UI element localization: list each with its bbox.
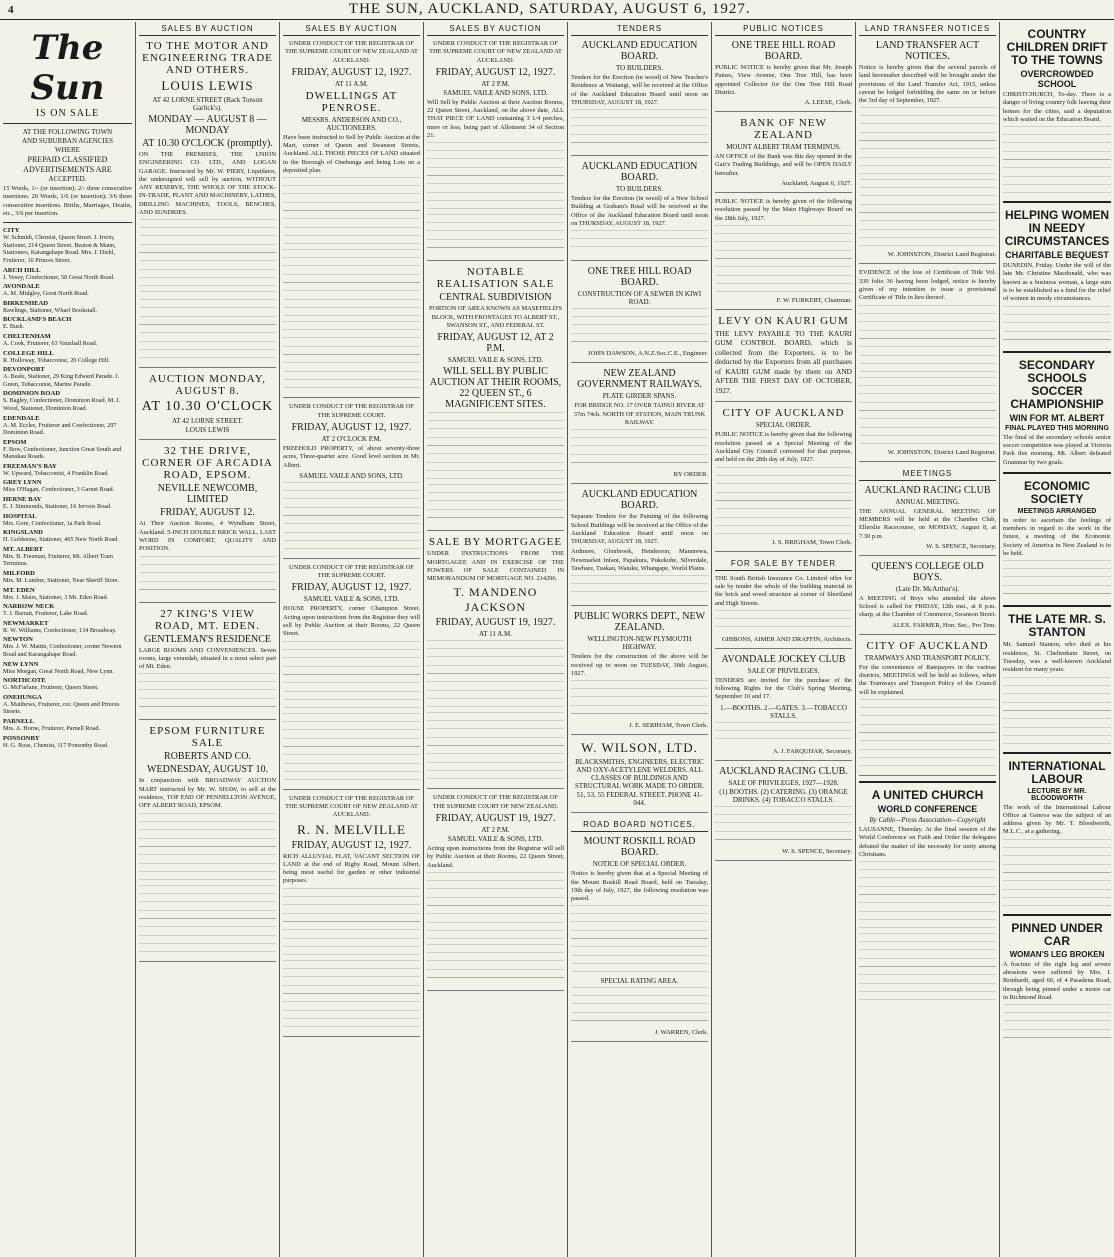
logo-subtitle: IS ON SALE [35,108,100,119]
agency-entry: S. Bagley, Confectioner, Dominion Road. M. J. Wood, Stationer, Dominion Road. [3,397,121,412]
agency-town: NARROW NECK [3,603,55,611]
ad-title: UNDER CONDUCT OF THE REGISTRAR OF THE SUPREME COURT OF NEW ZEALAND AT AUCKLAND. [429,40,562,64]
agency-entry: F. Bow, Confectioner, Junction Great South and Manukau Roads. [3,445,122,461]
ad-body: HOUSE PROPERTY, corner Champion Street. Acting upon instructions from the Registrar they will sell by Public Auction at their Rooms, 22 Queen Street. [283,605,420,638]
agent-list [3,227,132,749]
ad-time: AT 10.30 O'CLOCK (promptly). [142,138,273,149]
article-body: A fracture of the right leg and severe abrasions were suffered by Mrs. I. Reinhardt, aged 60, of 4 Pasadena Road, through being pinned under a motor car in Richmond Road. [1003,960,1111,1001]
ad-one-tree-hill [571,266,708,363]
ad-notable-realisation [427,266,564,531]
ad-title: AUCKLAND RACING CLUB. [719,765,848,777]
agency-town: PONSONBY [3,734,40,742]
ad-body: Separate Tenders for the Painting of the following School Buildings will be received at the Office of the Auckland Education Board until noon on THURSDAY, AUGUST 18, 1927. [571,513,708,546]
subheadline: CHARITABLE BEQUEST [1005,250,1109,261]
section-heading: LAND TRANSFER NOTICES [859,22,996,36]
ad-title: ONE TREE HILL ROAD BOARD. [731,40,836,62]
ad-body: ON THE PREMISES, THE UNION ENGINEERING CO. LTD., AND LOGAN GARAGE. Instructed by Mr. W. PIERY, Liquidator, the undersigned will sell by auction, WITHOUT ANY RESERVE, THE WHOLE OF THE STOCK-IN-TRADE, PLANT AND MACHINERY, LATHES, DRILLING MACHINES, TOOLS, BENCHES, AND SUNDRIES. [139,151,276,217]
ad-signature: W. JOHNSTON, District Land Registrar. [887,251,996,259]
ad-south-british [715,575,852,649]
agency-entry: H. G. Rose, Chemist, 117 Ponsonby Road. [3,741,109,749]
privilege-list: 1.—BOOTHS. 2.—GATES. 3.—TOBACCO STALLS. [720,703,847,720]
ad-signature: W. JOHNSTON, District Land Registrar. [887,448,996,456]
ad-body: Have been instructed to Sell by Public Auction at the Mart, corner of Queen and Swanson Streets, Auckland. ALL THOSE PIECES OF LAND situated in the Borough of Onehunga and being Lots on a deposited plan. [283,133,420,175]
subheadline: WOMAN'S LEG BROKEN [1009,949,1105,959]
ad-registrar-sale [427,40,564,261]
ad-education-1 [571,40,708,156]
ad-main-highways [715,198,852,310]
agency-line: ADVERTISEMENTS ARE [23,165,112,174]
ad-collector [715,40,852,112]
ad-title: NEW ZEALAND GOVERNMENT RAILWAYS. [577,368,702,391]
ad-title: 32 THE DRIVE, CORNER OF ARCADIA ROAD, EPSOM. [142,445,273,482]
article-body: CHRISTCHURCH, To-day. There is a danger of living country folk leaving their homes for the cities, said a deputation which waited on the Education Board. [1003,91,1111,123]
agency-entry: T. J. Barratt, Fruiterer, Lake Road. [3,610,89,618]
agency-line: ACCEPTED. [48,175,87,183]
section-heading: ROAD BOARD NOTICES. [571,818,708,832]
ad-subtitle: SALE OF PRIVILEGES, 1927—1928. [728,778,839,787]
ad-title: TO THE MOTOR AND ENGINEERING TRADE AND OTHERS. [142,40,273,76]
agency-town: DOMINION ROAD [3,390,60,398]
agency-town: CITY [3,227,20,235]
column-auction-2 [280,22,424,1257]
agency-town: EDENDALE [3,414,40,422]
ad-title: PUBLIC WORKS DEPT., NEW ZEALAND. [573,611,706,634]
agency-town: EPSOM [3,438,27,446]
ad-body: UNDER INSTRUCTIONS FROM THE MORTGAGEE AND IN EXERCISE OF THE POWERS OF SALE CONTAINED IN MEMORANDUM OF MORTGAGE NO. 214296. [427,550,564,583]
column-public-notices [712,22,856,1257]
ad-date: FRIDAY, AUGUST 19, 1927. [435,813,556,825]
ad-body: BLACKSMITHS, ENGINEERS, ELECTRIC AND OXY-ACETYLENE WELDERS. ALL CLASSES OF BUILDINGS AND STRUCTURAL WORK MADE TO ORDER. [574,758,705,791]
ad-date: MONDAY — AUGUST 8 — MONDAY [148,114,267,136]
headline: SECONDARY SCHOOLS SOCCER CHAMPIONSHIP [1010,357,1104,411]
ad-subtitle: NOTICE OF SPECIAL ORDER. [592,860,687,869]
ad-title: ONE TREE HILL ROAD BOARD. [587,266,692,289]
ad-auckland-racing [715,766,852,861]
ad-body: FREEHOLD PROPERTY, of about seventy-three acres, Three-quarter acre. Good level section in Mt. Albert. [283,444,420,469]
agency-entry: A. M. Eccles, Fruiterer and Confectioner, 297 Dominion Road. [3,421,117,437]
ad-body: EVIDENCE of the loss of Certificate of Title Vol. 330 folio 36 having been lodged, notice is hereby given of my intention to issue a provisional Certificate of Title in lieu thereof. [859,269,996,302]
auctioneer: ROBERTS AND CO. [164,751,251,763]
ad-body: RICH ALLUVIAL FLAT, VACANT SECTION OF LAND at the end of Rigby Road, Mount Albert, being most useful for garden or other industrial purposes. [283,852,420,885]
ad-evidence-of-loss [859,269,996,461]
ad-title: SALE BY MORTGAGEE [428,536,563,549]
ad-kauri-gum [715,315,852,403]
auctioneer: SAMUEL VAILE & SONS, LTD. [447,356,544,365]
ad-freehold [283,403,420,558]
article-soccer [1003,359,1111,467]
ad-title: LEVY ON KAURI GUM [718,314,849,327]
ad-body: Tenders for the construction of the above will be received up to noon on TUESDAY, 30th August, 1927. [571,653,708,677]
agency-town: MT. ALBERT [3,545,43,553]
article-body: The work of the International Labour Office at Geneva was the subject of an address given by Mr. T. Bloodworth, M.L.C., at a gathering. [1003,803,1111,836]
agency-town: BUCKLAND'S BEACH [3,316,72,324]
section-heading: PUBLIC NOTICES [715,22,852,36]
agency-entry: A. Matthews, Fruiterer, cor. Queen and Princes Streets. [3,700,120,716]
ad-subtitle: TRAMWAYS AND TRANSPORT POLICY. [864,653,991,662]
ad-signature: GIBBONS, AIMER AND DRAFFIN, Architects. [721,635,852,643]
ad-signature: W. S. SPENCE, Secretary. [926,542,996,550]
subheadline: FINAL PLAYED THIS MORNING [1005,424,1109,432]
agency-town: DEVONPORT [3,366,45,374]
auctioneer: SAMUEL VAILE AND SONS, LTD. [299,471,404,480]
agency-line: AT THE FOLLOWING TOWN [22,128,113,136]
agency-town: NEWMARKET [3,619,49,627]
article-body: The final of the secondary schools senior soccer competition was played at Victoria Park this morning. Mt. Albert defeated Grammar by two goals. [1003,433,1111,466]
article-body: Mr. Samuel Stanton, who died at his residence, St. Cheltenham Street, on Tuesday, was a well-known Auckland resident for many years. [1003,641,1111,674]
ad-body: Tenders for the Erection (in wood) of a New School Building at Graham's Road will be received at the Office of the Auckland Education Board until noon on THURSDAY, AUGUST 18, 1927. [571,195,708,228]
ad-time: AT 2 P.M. [481,826,510,835]
ad-signature: F. W. FURKERT, Chairman. [776,296,852,304]
ad-penrose [283,40,420,398]
ad-time: AT 10.30 O'CLOCK [141,399,274,415]
ad-signature: Auckland, August 6, 1927. [781,180,852,188]
ad-signature: A. LEESE, Clerk. [804,99,852,107]
ad-title: UNDER CONDUCT OF THE REGISTRAR OF THE SUPREME COURT OF NEW ZEALAND. [432,794,559,810]
ad-subtitle: (Late Dr. McArthur's). [895,584,960,593]
ad-body: AN OFFICE of the Bank was this day opened in the Gair's Trading Buildings, and will be OPEN DAILY hereafter. [715,153,852,177]
ad-date: FRIDAY, AUGUST 12, 1927. [291,839,412,851]
ad-title: MOUNT ROSKILL ROAD BOARD. [583,836,696,859]
ad-address: AT 42 LORNE STREET. [172,417,243,426]
agency-entry: Mrs. A. Horne, Fruiterer, Parnell Road. [3,724,101,732]
ad-body: THE South British Insurance Co. Limited offer for sale by tender the whole of the building material in the brick and wood structure at corner of Shortland and High Streets. [715,574,852,607]
ad-date: FRIDAY, AUGUST 12, 1927. [291,421,412,433]
section-heading: SALES BY AUCTION [283,22,420,36]
auctioneer: NEVILLE NEWCOMB, LIMITED [157,483,258,506]
ad-date: FRIDAY, AUGUST 12. [160,507,255,519]
ad-signature: JOHN DAWSON, A.N.Z.Soc.C.E., Engineer. [588,350,708,358]
agency-entry: Mrs. Gore, Confectioner, 1a Park Road. [3,519,102,527]
agency-town: BIRKENHEAD [3,299,49,307]
ad-registrar-aug19 [427,794,564,990]
agency-entry: W. Schmidt, Chemist, Queen Street. J. Irwin, Stationer, 214 Queen Street. Beaton & Mann, Stationers, Karangahape Road. Mrs. J. Diehl, Fruiterer, 10 Princes Street. [3,234,116,264]
ad-body: At Their Auction Rooms, 4 Wyndham Street, Auckland. 5-INCH DOUBLE BRICK WALL, LAST WORD IN COMFORT, QUALITY AND POSITION. [139,520,276,553]
masthead [0,0,1114,20]
agency-entry: R. W. Williams, Confectioner, 134 Broadway. [3,626,117,634]
ad-lots: WILL SELL BY PUBLIC AUCTION AT THEIR ROOMS, 22 QUEEN ST., 6 MAGNIFICENT SITES. [429,366,562,411]
agency-town: NORTHCOTE [3,677,46,685]
ad-rigby-road [283,795,420,1037]
agency-entry: W. Upward, Tobacconist, 4 Franklin Road. [3,469,109,477]
headline: THE LATE MR. S. STANTON [1008,612,1106,640]
column-agencies [0,22,136,1257]
ad-date: FRIDAY, AUGUST 12, AT 2 P.M. [437,332,554,355]
ad-signature: J. WARREN, Clerk. [654,1029,708,1037]
agency-town: FREEMAN'S BAY [3,462,57,470]
ad-subtitle: MOUNT ALBERT TRAM TERMINUS. [726,143,841,152]
ad-wilson [571,740,708,813]
ad-subtitle: TO BUILDERS. [616,64,663,72]
ad-the-drive [139,445,276,602]
ad-land-transfer-act [859,40,996,264]
section-heading: TENDERS [571,22,708,36]
ad-tramways-policy [859,640,996,776]
auctioneer: SAMUEL VAILE AND SONS, LTD. [443,88,548,97]
agency-town: PARNELL [3,717,35,725]
ad-subtitle: CONSTRUCTION OF A SEWER IN KIWI ROAD. [577,290,702,307]
agency-town: CHELTENHAM [3,332,51,340]
agency-town: MT. EDEN [3,586,35,594]
ad-education-2 [571,161,708,261]
agency-town: HERNE BAY [3,496,42,504]
ad-title: BANK OF NEW ZEALAND [740,117,827,142]
ad-body: Notice is hereby given that the several parcels of land hereinafter described will be brought under the provisions of the Land Transfer Act, 1915, unless caveat be lodged forbidding the same on or before the 3rd day of September, 1927. [859,64,996,105]
ad-body: PORTION OF AREA KNOWN AS MASEFIELD'S BLOCK, WITH FRONTAGES TO ALBERT ST., SWANSON ST., AND FEDERAL ST. [428,305,563,329]
ad-signature: J. S. BRIGHAM, Town Clerk. [771,538,852,546]
agency-entry: G. McFarlane, Fruiterer, Queen Street. [3,684,99,692]
subheadline: LECTURE BY MR. BLOODWORTH [1027,787,1087,802]
page-number: 4 [8,3,14,16]
agency-entry: Mrs. J. W. Mattin, Confectioner, corner Newton Road and Karangahape Road. [3,643,122,658]
section-heading: SALES BY AUCTION [427,22,564,36]
headline: HELPING WOMEN IN NEEDY CIRCUMSTANCES [1004,208,1110,249]
agency-town: AVONDALE [3,283,40,291]
article-body: In order to ascertain the feelings of members in regard to the work in the future, a meeting of the Economic Society of America in New Zealand is to be held. [1003,516,1111,558]
ad-title: AUCKLAND EDUCATION BOARD. [581,40,698,62]
firm-name: W. WILSON, LTD. [581,740,698,756]
agency-town: MILFORD [3,570,35,578]
ad-title: UNDER CONDUCT OF THE REGISTRAR OF THE SUPREME COURT. [289,403,414,419]
auctioneer: LOUIS LEWIS [161,78,254,93]
agency-entry: Rawlings, Stationer, Wharf Bookstall. [3,306,98,314]
subheadline: WIN FOR MT. ALBERT [1009,412,1105,423]
page-columns [0,22,1114,1257]
ad-kings-view [139,608,276,721]
article-pinned-under-car [1003,922,1111,1044]
ad-body: THE ANNUAL GENERAL MEETING OF MEMBERS will be held at the Chamber Club, Ellerslie Racecourse, on MONDAY, August 8, at 7.30 p.m. [859,507,996,540]
ad-champion-street [283,564,420,790]
ad-title: CITY OF AUCKLAND [866,639,989,652]
ad-time: AT 11 A.M. [334,79,369,88]
ad-body: In conjunction with BROADWAY AUCTION MART instructed by Mr. W. SHAW, to sell at the residence, TOP END OF PENNELLTON AVENUE, OFF ALBERT ROAD, EPSOM. [139,777,276,810]
ad-railways [571,368,708,484]
masthead-title: THE SUN, AUCKLAND, SATURDAY, AUGUST 6, 1927. [348,1,751,17]
ad-body: PUBLIC NOTICE is hereby given that the following resolution passed at a Special Meeting of the Auckland City Council convened for that purpose, and held on the 28th day of July, 1927. [715,431,852,464]
privilege-list: (1) BOOTHS. (2) CATERING. (3) ORANGE DRINKS. (4) TOBACCO STALLS. [719,787,848,804]
ad-time: AT 11 A.M. [478,630,513,639]
ad-body: PUBLIC NOTICE is hereby given that Mr. Joseph Paines, View Avenue, One Tree Hill, has been appointed Collector for the One Tree Hill Road District. [715,64,852,96]
article-economic-society [1003,480,1111,600]
ad-title: QUEEN'S COLLEGE OLD BOYS. [871,560,984,583]
agency-town: NEW LYNN [3,660,39,668]
agency-line: WHERE [55,146,80,154]
agency-entry: A. M. Midgley, Great North Road. [3,290,89,298]
ad-subtitle: GENTLEMAN'S RESIDENCE [143,633,272,645]
ad-motor-trade [139,40,276,368]
ad-epsom-furniture [139,725,276,961]
agency-line: AND SUBURBAN AGENCIES [21,137,113,145]
ad-subtitle: WELLINGTON-NEW PLYMOUTH HIGHWAY. [587,635,692,652]
ad-subtitle: PLATE GIRDER SPANS. [602,392,677,401]
ad-body: A MEETING of Boys who attended the above School is called for FRIDAY, 12th inst., at 8 p.m. sharp, at the Chamber of Commerce, Swanson Street. [859,594,997,619]
ad-title: AUCKLAND RACING CLUB [864,484,991,496]
column-auction-1 [136,22,280,1257]
ad-body: THE LEVY PAYABLE TO THE KAURI GUM CONTROL BOARD, which is collected from the Exporters, is to be deducted by the Exporters from all purchases of KAURI GUM made by them on AND AFTER THE FIRST DAY OF OCTOBER, 1927. [715,328,852,395]
article-helping-women [1003,209,1111,345]
article-international-labour [1003,760,1111,909]
auctioneer: MESSRS. ANDERSON AND CO., AUCTIONEERS. [301,115,402,132]
section-heading: FOR SALE BY TENDER [715,557,852,571]
ad-subtitle: SALE OF PRIVILEGES. [747,666,820,675]
headline: ECONOMIC SOCIETY [1024,478,1090,506]
ad-body: FOR BRIDGE NO. 17 OVER TAINUI RIVER AT 37m 74ch. NORTH OF STATION, MAIN TRUNK RAILWAY. [573,402,706,426]
ad-title: AUCKLAND EDUCATION BOARD. [581,161,698,184]
agency-line: PREPAID CLASSIFIED [27,155,108,164]
subheadline: WORLD CONFERENCE [877,803,978,814]
agency-entry: E. Bush. [3,323,25,331]
auctioneer: LOUIS LEWIS [185,426,230,435]
ad-date: FRIDAY, AUGUST 12, 1927. [291,582,412,594]
headline: PINNED UNDER CAR [1011,920,1103,948]
ad-mount-roskill [571,836,708,1042]
ad-auction-monday [139,373,276,440]
school-list: Ardmore, Glenbrook, Henderson, Manurewa, Newmarket Infant, Papakura, Pukekohe, Silverdale, Tawhare, Tuakau, Waiuku, Whangape, World Plains. [571,548,708,573]
agency-entry: Miss Morgan, Great North Road, New Lynn. [3,667,115,675]
article-united-church [859,789,996,1003]
ad-date: FRIDAY, AUGUST 12, 1927. [291,66,412,78]
ad-title: UNDER CONDUCT OF THE REGISTRAR OF THE SUPREME COURT OF NEW ZEALAND AT AUCKLAND. [285,794,418,819]
ad-education-painting [571,489,708,606]
ad-title: LAND TRANSFER ACT NOTICES. [875,40,980,62]
agency-entry: J. Vesey, Confectioner, 58 Great North Road. [3,273,115,281]
agency-entry: Miss O'Hagan, Confectioner, 3 Garnet Road. [3,486,115,494]
ad-subtitle: CENTRAL SUBDIVISION [439,292,552,304]
ad-title: CITY OF AUCKLAND [722,407,845,420]
ad-avondale-jockey [715,654,852,761]
agency-town: GREY LYNN [3,479,42,487]
ad-title: 27 KING'S VIEW ROAD, MT. EDEN. [155,607,260,632]
column-news [1000,22,1114,1257]
ad-subtitle: DWELLINGS AT PENROSE. [305,89,398,114]
article-body: DUNEDIN, Friday. Under the will of the late Mr. Christine Macdonald, who was known as a business woman, a large sum is to be established as a fund for the relief of women in needy circumstances. [1003,262,1111,303]
byline: By Cable—Press Association—Copyright [869,815,986,824]
ad-time: AT 2 P.M. [481,79,510,88]
auctioneer: SAMUEL VAILE & SONS, LTD. [447,835,544,844]
ad-address: AT 42 LORNE STREET (Back Tonson Garlick's). [152,96,263,112]
ad-body: LARGE ROOMS AND CONVENIENCES. Seven rooms, large verandah, situated in a most select part of Mt. Eden. [139,646,276,671]
ad-title: NOTABLE REALISATION SALE [436,266,555,291]
agency-entry: Mrs. J. Mairs, Stationer, 3 Mt. Eden Road. [3,593,109,601]
ad-racing-annual [859,485,996,556]
agency-town: ARCH HILL [3,266,41,274]
sun-logo: The Sun [30,28,105,108]
column-tenders [568,22,712,1257]
headline: COUNTRY CHILDREN DRIFT TO THE TOWNS [1006,27,1108,67]
ad-signature: A. J. FARQUHAR, Secretary. [772,747,852,755]
section-heading: SALES BY AUCTION [139,22,276,36]
ad-body: For the convenience of Ratepayers in the various districts, MEETINGS will be held as follows, when the Tramways and Transport Policy of the Council will be explained. [859,663,996,696]
ad-body: Acting upon instructions from the Registrar will sell by Public Auction at their Rooms, 22 Queen Street, Auckland. [427,845,564,869]
ad-subtitle: SPECIAL RATING AREA. [600,977,679,986]
subheadline: OVERCROWDED SCHOOL [1020,69,1094,89]
ad-bank-nz [715,117,852,193]
column-auction-3 [424,22,568,1257]
ad-subtitle: ANNUAL MEETING. [895,497,960,506]
ad-signature: J. E. SERIHAM, Town Clerk. [629,722,708,730]
agency-entry: Mrs. B. Freeman, Fruiterer, Mt. Albert Tram Terminus. [3,552,113,568]
article-country-children [1003,28,1111,196]
ad-sale-by-mortgagee [427,536,564,789]
ad-time: AT 2 O'CLOCK P.M. [321,434,382,443]
ad-title: UNDER CONDUCT OF THE REGISTRAR OF THE SUPREME COURT OF NEW ZEALAND AT AUCKLAND. [285,40,418,64]
auctioneer: SAMUEL VAILE & SONS, LTD. [303,595,400,604]
agency-entry: A. Cook, Fruiterer, 63 Vauxhall Road. [3,339,98,347]
ad-body: PUBLIC NOTICE is hereby given of the following resolution passed by the Main Highways Board on the 28th July, 1927. [715,198,852,222]
ad-public-works [571,611,708,735]
auctioneer: T. MANDENO JACKSON [453,585,538,615]
ad-body: Tenders for the Erection (in wood) of New Teacher's Residence at Waitangi, will be received at the Office of the Auckland Education Board until noon on THURSDAY, AUGUST 18, 1927. [571,74,708,106]
headline: INTERNATIONAL LABOUR [1008,758,1106,786]
ad-body: Notice is hereby given that at a Special Meeting of the Mount Roskill Road Board, held on Tuesday, 19th day of July, 1927, the following resolution was passed. [571,870,708,903]
article-body: LAUSANNE, Thursday. At the final session of the World Conference on Faith and Order the delegates debated the matter of the necessity for unity among Christians. [859,825,996,858]
ad-body: Will Sell by Public Auction at their Auction Rooms, 22 Queen Street, Auckland, on the above date, ALL THAT PIECE OF LAND containing 3 1/4 perches, more or less, being part of Allotment 34 of Section 21. [427,98,564,140]
agency-entry: R. Holloway, Tobacconist, 20 College Hill. [3,356,110,364]
ad-subtitle: TO BUILDERS. [616,185,663,194]
auctioneer: R. N. MELVILLE [297,821,406,837]
article-late-stanton [1003,613,1111,746]
ad-title: UNDER CONDUCT OF THE REGISTRAR OF THE SUPREME COURT. [289,563,414,580]
ad-signature: ALEX. FARMER, Hon. Sec., Pro Tem. [892,621,996,629]
ad-title: EPSOM FURNITURE SALE [149,725,266,750]
subheadline: MEETINGS ARRANGED [1017,507,1097,515]
ad-city-special-order [715,407,852,551]
ad-title: AVONDALE JOCKEY CLUB [721,653,846,665]
ad-title: AUCTION MONDAY, AUGUST 8. [148,373,267,398]
ad-queens-college [859,561,996,635]
agency-town: NEWTON [3,636,33,644]
ad-date: FRIDAY, AUGUST 12, 1927. [435,66,556,78]
ad-date: WEDNESDAY, AUGUST 10. [147,764,268,776]
headline: A UNITED CHURCH [871,787,984,802]
rates-text: 15 Words, 1/- (or insertion); 2/- three consecutive insertions. 20 Words, 1/6 (or insertion); 3/6 three consecutive insertions. Births, Marriages, Deaths, etc., 3/6 per insertion. [3,185,132,217]
ad-date: FRIDAY, AUGUST 19, 1927. [435,617,556,629]
ad-address: 51, 53, 55 FEDERAL STREET. PHONE 41-044. [576,791,703,808]
agency-town: ONEHUNGA [3,693,42,701]
agency-entry: A. Beale, Stationer, 29 King Edward Parade. J. Green, Tobacconist, Marine Parade. [3,373,120,388]
agency-town: HOSPITAL [3,512,37,520]
section-heading: MEETINGS [859,467,996,481]
agency-town: COLLEGE HILL [3,349,54,357]
column-land-transfer [856,22,1000,1257]
ad-signature: BY ORDER. [673,471,708,479]
ad-title: AUCKLAND EDUCATION BOARD. [581,489,698,512]
ad-body: TENDERS are invited for the purchase of the following Rights for the Club's Spring Meeting, September 10 and 17. [715,676,852,701]
agency-entry: Mrs. M. Lumber, Stationer, Near Sheriff Store. [3,577,120,585]
ad-signature: W. S. SPENCE, Secretary. [782,847,852,855]
agency-entry: E. J. Simmonds, Stationer, 16 Jervois Road. [3,503,112,511]
agency-town: KINGSLAND [3,529,43,537]
ad-subtitle: SPECIAL ORDER. [755,421,812,430]
agency-entry: H. Goldstone, Stationer, 465 New North Road. [3,536,119,544]
